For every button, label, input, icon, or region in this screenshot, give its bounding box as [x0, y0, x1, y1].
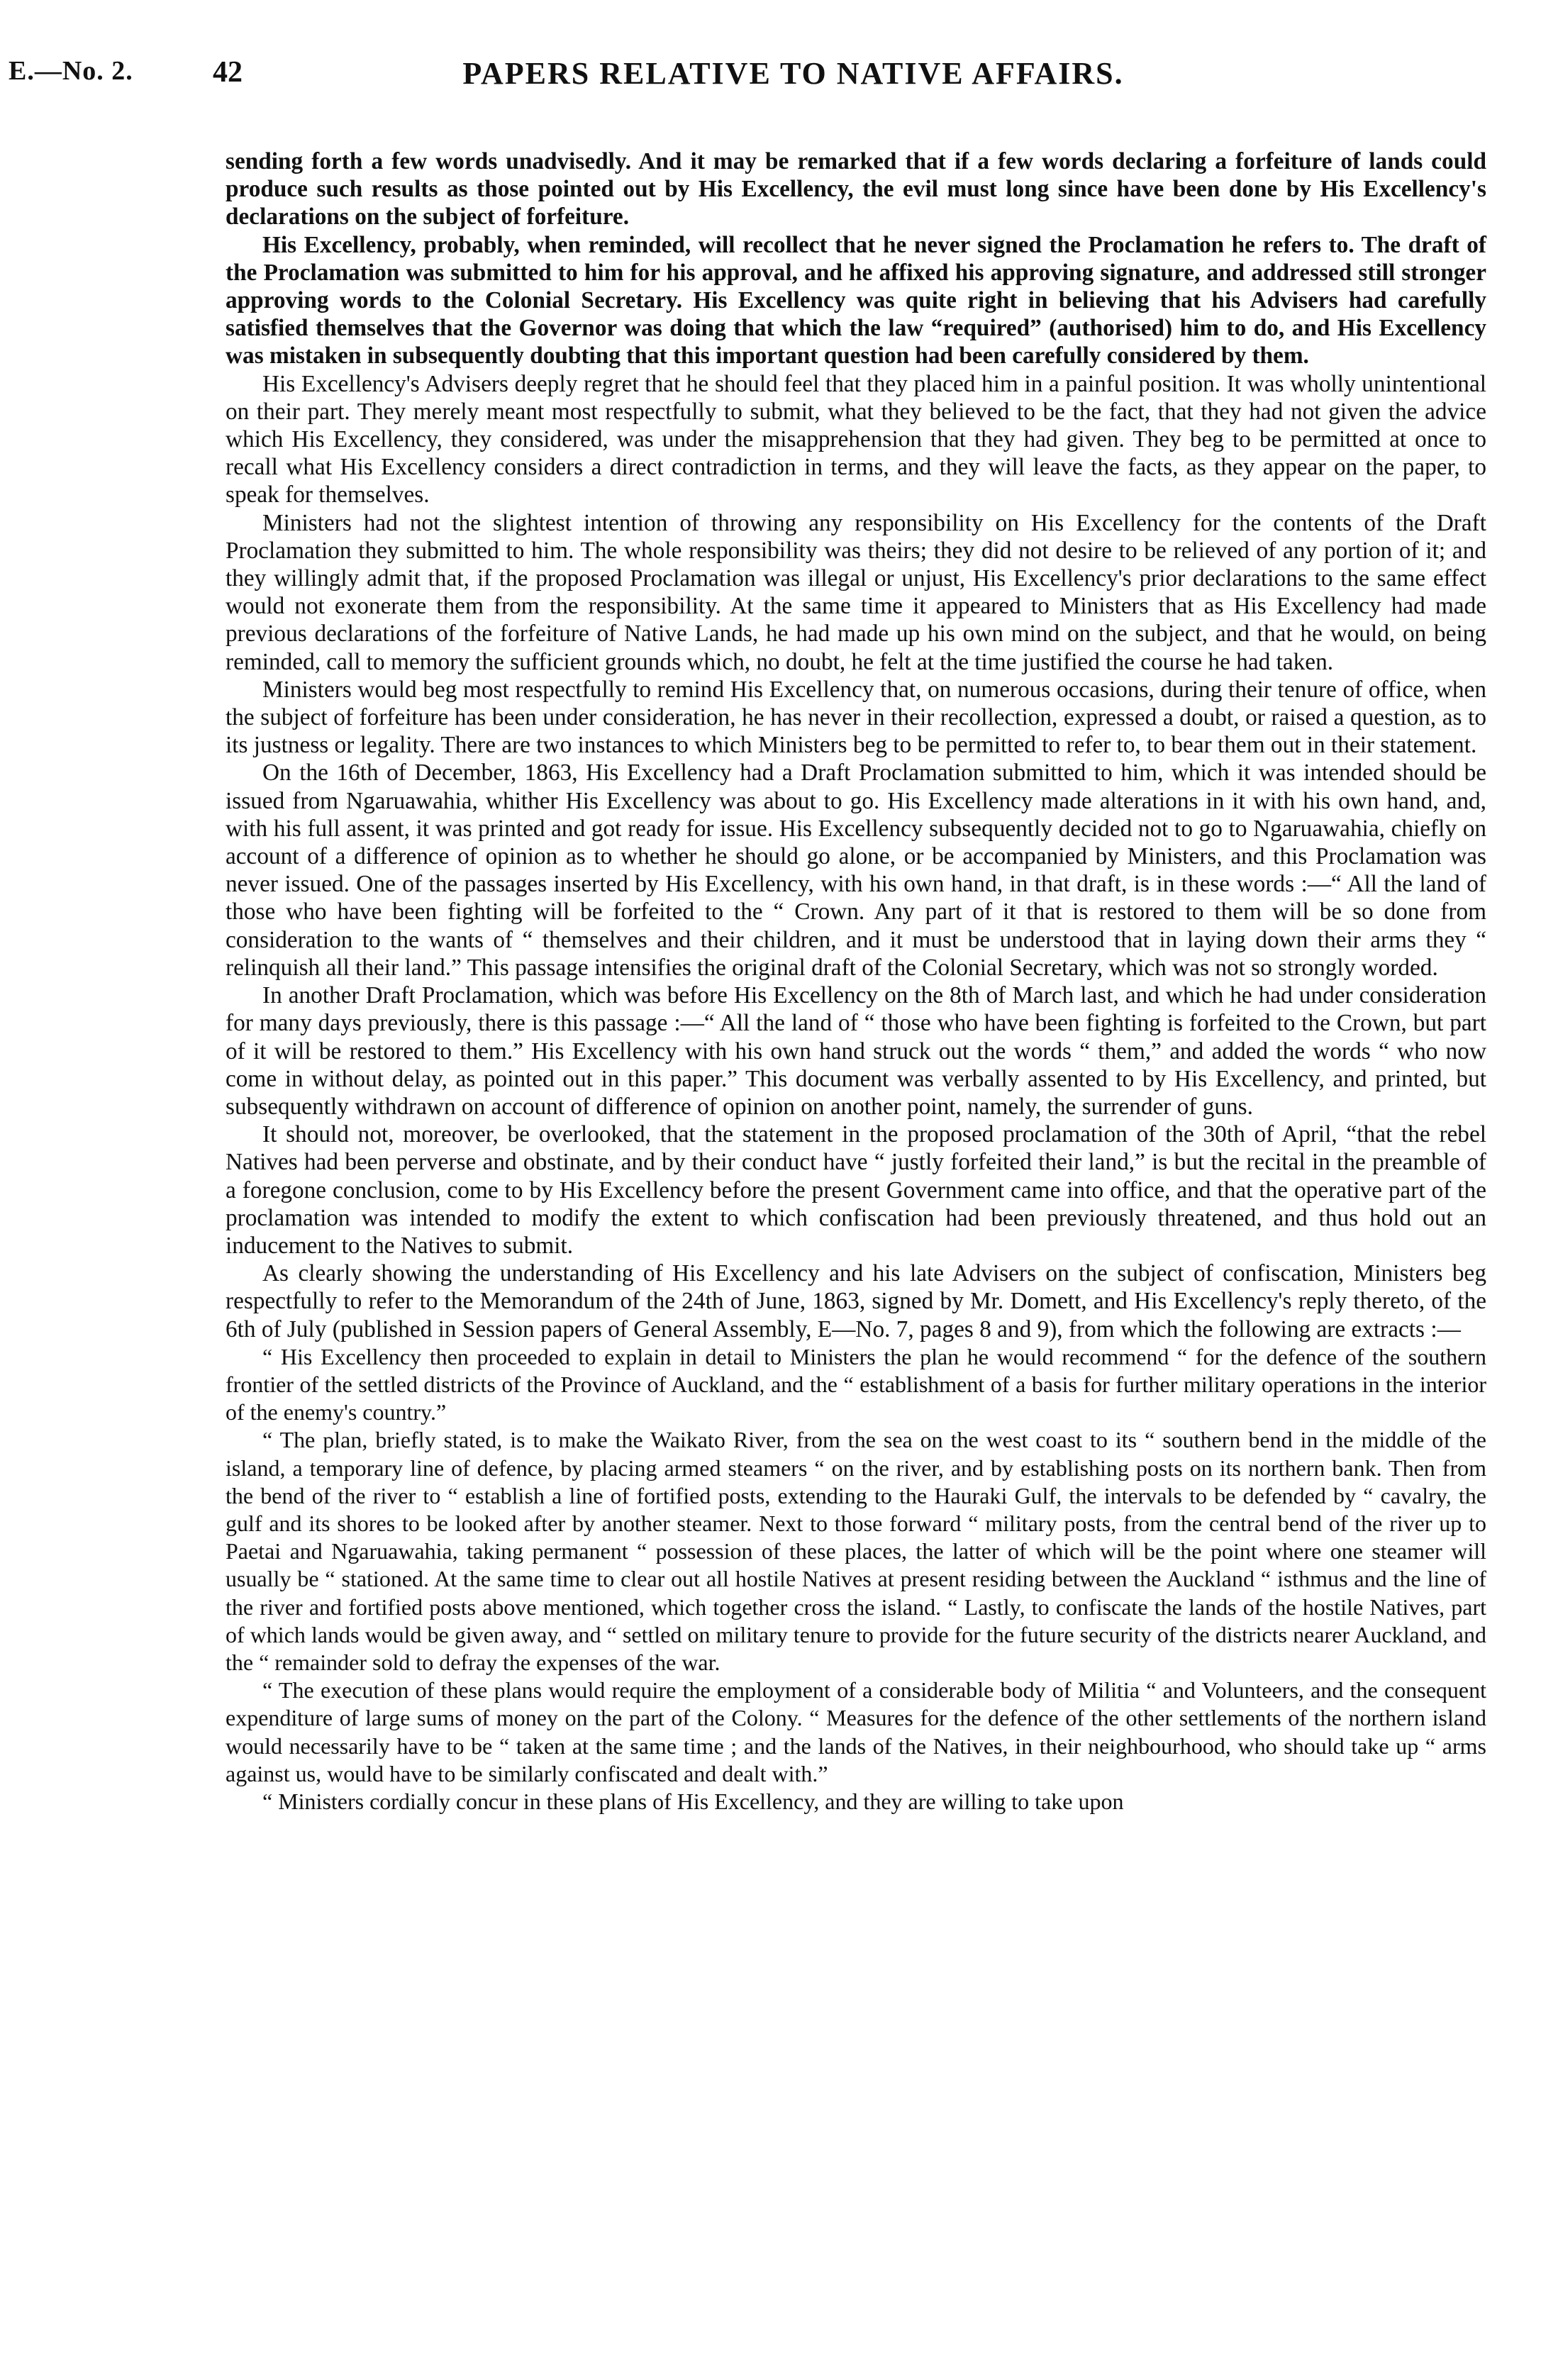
paragraph: It should not, moreover, be overlooked, that the statement in the proposed proclamation of the 30th of April, “that the rebel Natives had been perverse and obstinate, and by their conduct have “ justly forfeited their land,” is but the recital in the preamble of a foregone conclusion, come to by His Excellency before the present Government came into office, and that the operative part of the proclamation was intended to modify the extent to which confiscation had been previously threatened, and thus hold out an inducement to the Natives to submit.	[226, 1121, 1486, 1259]
paragraph: Ministers would beg most respectfully to remind His Excellency that, on numerous occasions, during their tenure of office, when the subject of forfeiture has been under consideration, he has never in their recollection, expressed a doubt, or raised a question, as to its justness or legality. There are two instances to which Ministers beg to be permitted to refer to, to bear them out in their statement.	[226, 676, 1486, 759]
quoted-paragraph: “ The execution of these plans would require the employment of a considerable body of Militia “ and Volunteers, and the consequent expenditure of large sums of money on the part of the Colony. “ Measures for the defence of the other settlements of the northern island would necessarily have to be “ taken at the same time ; and the lands of the Natives, in their neighbourhood, who should take up “ arms against us, would have to be similarly confiscated and dealt with.”	[226, 1677, 1486, 1786]
quoted-paragraph: “ Ministers cordially concur in these plans of His Excellency, and they are willing to take upon	[262, 1788, 1124, 1814]
document-reference: E.—No. 2.	[9, 56, 133, 86]
quoted-paragraph: “ His Excellency then proceeded to explain in detail to Ministers the plan he would recommend “ for the defence of the southern frontier of the settled districts of the Province of Auckland, and the “ establishment of a basis for further military operations in the interior of the enemy's country.”	[226, 1343, 1486, 1425]
page-header	[0, 55, 1558, 105]
paragraph: As clearly showing the understanding of His Excellency and his late Advisers on the subject of confiscation, Ministers beg respectfully to refer to the Memorandum of the 24th of June, 1863, signed by Mr. Domett, and His Excellency's reply thereto, of the 6th of July (published in Session papers of General Assembly, E—No. 7, pages 8 and 9), from which the following are extracts :—	[226, 1260, 1486, 1342]
page-number: 42	[213, 56, 243, 89]
paragraph: His Excellency's Advisers deeply regret that he should feel that they placed him in a painful position. It was wholly unintentional on their part. They merely meant most respectfully to submit, what they believed to be the fact, that they had not given the advice which His Excellency, they considered, was under the misapprehension that they had given. They beg to be permitted at once to recall what His Excellency considers a direct contradiction in terms, and they will leave the facts, as they appear on the paper, to speak for themselves.	[226, 370, 1486, 508]
quoted-paragraph: “ The plan, briefly stated, is to make the Waikato River, from the sea on the west coast to its “ southern bend in the middle of the island, a temporary line of defence, by placing armed steamers “ on the river, and by establishing posts on its northern bank. Then from the bend of the river to “ establish a line of fortified posts, extending to the Hauraki Gulf, the intervals to be defended by “ cavalry, the gulf and its shores to be looked after by another steamer. Next to those forward “ military posts, from the central bend of the river up to Paetai and Ngaruawahia, taking permanent “ possession of these places, the latter of which will be the point where one steamer will usually be “ stationed. At the same time to clear out all hostile Natives at present residing between the Auckland “ isthmus and the line of the river and fortified posts above mentioned, which together cross the island. “ Lastly, to confiscate the lands of the hostile Natives, part of which lands would be given away, and “ settled on military tenure to provide for the future security of the districts nearer Auckland, and the “ remainder sold to defray the expenses of the war.	[226, 1427, 1486, 1675]
paragraph: sending forth a few words unadvisedly. And it may be remarked that if a few words declaring a forfeiture of lands could produce such results as those pointed out by His Excellency, the evil must long since have been done by His Excellency's declarations on the subject of forfeiture.	[226, 148, 1486, 230]
paragraph: Ministers had not the slightest intention of throwing any responsibility on His Excellency for the contents of the Draft Proclamation they submitted to him. The whole responsibility was theirs; they did not desire to be relieved of any portion of it; and they willingly admit that, if the proposed Proclamation was illegal or unjust, His Excellency's prior declarations to the same effect would not exonerate them from the responsibility. At the same time it appeared to Ministers that as His Excellency had made previous declarations of the forfeiture of Native Lands, he had made up his own mind on the subject, and that he would, on being reminded, call to memory the sufficient grounds which, no doubt, he felt at the time justified the course he had taken.	[226, 509, 1486, 675]
running-title: PAPERS RELATIVE TO NATIVE AFFAIRS.	[462, 56, 1124, 91]
body-text	[226, 148, 1486, 1815]
paragraph: His Excellency, probably, when reminded, will recollect that he never signed the Proclamation he refers to. The draft of the Proclamation was submitted to him for his approval, and he affixed his approving signature, and addressed still stronger approving words to the Colonial Secretary. His Excellency was quite right in believing that his Advisers had carefully satisfied themselves that the Governor was doing that which the law “required” (authorised) him to do, and His Excellency was mistaken in subsequently doubting that this important question had been carefully considered by them.	[226, 231, 1486, 369]
paragraph: In another Draft Proclamation, which was before His Excellency on the 8th of March last, and which he had under consideration for many days previously, there is this passage :—“ All the land of “ those who have been fighting is forfeited to the Crown, but part of it will be restored to them.” His Excellency with his own hand struck out the words “ them,” and added the words “ who now come in without delay, as pointed out in this paper.” This document was verbally assented to by His Excellency, and printed, but subsequently withdrawn on account of difference of opinion on another point, namely, the surrender of guns.	[226, 982, 1486, 1120]
paragraph: On the 16th of December, 1863, His Excellency had a Draft Proclamation submitted to him, which it was intended should be issued from Ngaruawahia, whither His Excellency was about to go. His Excellency made alterations in it with his own hand, and, with his full assent, it was printed and got ready for issue. His Excellency subsequently decided not to go to Ngaruawahia, chiefly on account of a difference of opinion as to whether he should go alone, or be accompanied by Ministers, and this Proclamation was never issued. One of the passages inserted by His Excellency, with his own hand, in that draft, is in these words :—“ All the land of those who have been fighting will be forfeited to the “ Crown. Any part of it that is restored to them will be so done from consideration to the wants of “ themselves and their children, and it must be understood that in laying down their arms they “ relinquish all their land.” This passage intensifies the original draft of the Colonial Secretary, which was not so strongly worded.	[226, 760, 1486, 981]
